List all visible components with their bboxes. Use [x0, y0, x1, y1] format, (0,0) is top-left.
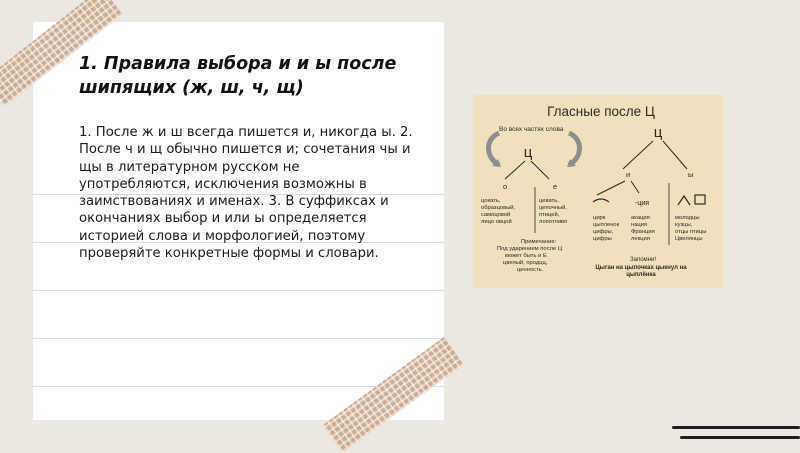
word: цифры	[593, 236, 612, 242]
decorative-line	[672, 426, 800, 429]
word: молодцы	[675, 215, 700, 221]
word: самоцовой	[481, 212, 511, 218]
note-title: Примечание:	[521, 239, 557, 245]
word: нация	[631, 222, 648, 228]
word: цокать,	[481, 198, 501, 204]
slide-title: 1. Правила выбора и и ы после шипящих (ж, ш, ч, щ)	[79, 54, 397, 98]
vowel-i-label: и	[626, 170, 631, 179]
word: цирк	[593, 215, 606, 221]
word: образцовый,	[481, 205, 516, 211]
word: цыпленок	[593, 222, 620, 228]
word: птицей,	[539, 212, 560, 218]
suffix-tsiya-label: -ция	[635, 200, 650, 207]
vowel-y-label: ы	[688, 170, 694, 179]
ruled-line	[33, 338, 444, 339]
word: Франция	[631, 229, 655, 235]
all-parts-label: Во всех частях слова	[499, 126, 564, 133]
word: цепочный,	[539, 205, 567, 211]
note-line: ценность.	[517, 267, 544, 273]
word: кузцы,	[675, 222, 693, 228]
word: Цвелянцы	[675, 236, 703, 242]
vowels-after-ts-diagram	[473, 95, 723, 288]
word: цифры,	[593, 229, 614, 235]
vowel-o-label: о	[503, 182, 508, 191]
decorative-line	[680, 436, 800, 439]
remember-line: Цыган на цыпочках цыкнул на	[595, 265, 687, 271]
word: отцы птицы	[675, 229, 707, 235]
ruled-line	[33, 290, 444, 291]
remember-line: цыплёнка	[626, 272, 656, 278]
note-line: может быть и Е	[505, 253, 547, 259]
left-root-letter: ц	[523, 144, 533, 161]
word: лекция	[631, 236, 650, 242]
note-line: Под ударением после Ц	[497, 246, 563, 252]
note-line: цвелый, продцц,	[503, 260, 548, 266]
word: акация	[631, 215, 650, 221]
word: цевать,	[539, 198, 559, 204]
remember-title: Запомни!	[629, 257, 657, 263]
diagram-title: Гласные после Ц	[547, 104, 655, 119]
word: лопотливо	[539, 219, 568, 225]
vowel-e-label: е	[553, 182, 558, 191]
word: лицо овцой	[481, 219, 512, 225]
right-root-letter: ц	[653, 124, 663, 141]
slide-body-text: 1. После ж и ш всегда пишется и, никогда ы. 2. После ч и щ обычно пишется и; сочетания чы и щы в литературном русском не употребляются, исключения возможны в заимствованиях и именах. 3. В суффиксах и окончаниях выбор и или ы определяется историей слова и морфологией, поэтому проверяйте конкретные формы и словари.	[79, 125, 413, 262]
